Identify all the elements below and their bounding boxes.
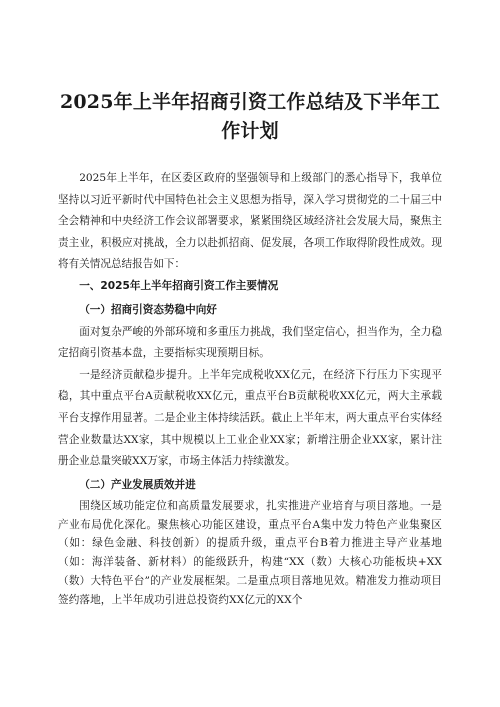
subsection-1-paragraph-1: 面对复杂严峻的外部环境和多重压力挑战，我们坚定信心，担当作为，全力稳定招商引资基本盘，主要指标实现预期目标。 (58, 325, 442, 360)
subsection-1-heading: （一）招商引资态势稳中向好 (79, 303, 217, 316)
title-line-2: 作计划 (221, 120, 279, 142)
section-1-heading: 一、2025年上半年招商引资工作主要情况 (79, 279, 279, 292)
document-title (58, 88, 442, 146)
intro-paragraph: 2025年上半年，在区委区政府的坚强领导和上级部门的悉心指导下，我单位坚持以习近平新时代中国特色社会主义思想为指导，深入学习贯彻党的二十届三中全会精神和中央经济工作会议部署要求，紧紧围绕区域经济社会发展大局，聚焦主责主业，积极应对挑战，全力以赴抓招商、促发展，各项工作取得阶段性成效。现将有关情况总结报告如下： (58, 172, 442, 271)
subsection-2-paragraph-1: 围绕区域功能定位和高质量发展要求，扎实推进产业培育与项目落地。一是产业布局优化深化。聚焦核心功能区建设，重点平台A集中发力特色产业集聚区（如：绿色金融、科技创新）的提质升级，重点平台B着力推进主导产业基地（如：海洋装备、新材料）的能级跃升，构建“XX（数）大核心功能板块+XX（数）大特色平台”的产业发展框架。二是重点项目落地见效。精准发力推动项目签约落地，上半年成功引进总投资约XX亿元的XX个 (58, 499, 442, 606)
title-line-1: 2025年上半年招商引资工作总结及下半年工 (59, 91, 441, 113)
subsection-1-paragraph-2: 一是经济贡献稳步提升。上半年完成税收XX亿元，在经济下行压力下实现平稳，其中重点平台A贡献税收XX亿元，重点平台B贡献税收XX亿元，两大主承载平台支撑作用显著。二是企业主体持续活跃。截止上半年末，两大重点平台实体经营企业数量达XX家，其中规模以上工业企业XX家；新增注册企业XX家，累计注册企业总量突破XX万家，市场主体活力持续激发。 (58, 368, 442, 468)
subsection-2-heading: （二）产业发展质效并进 (79, 478, 196, 491)
